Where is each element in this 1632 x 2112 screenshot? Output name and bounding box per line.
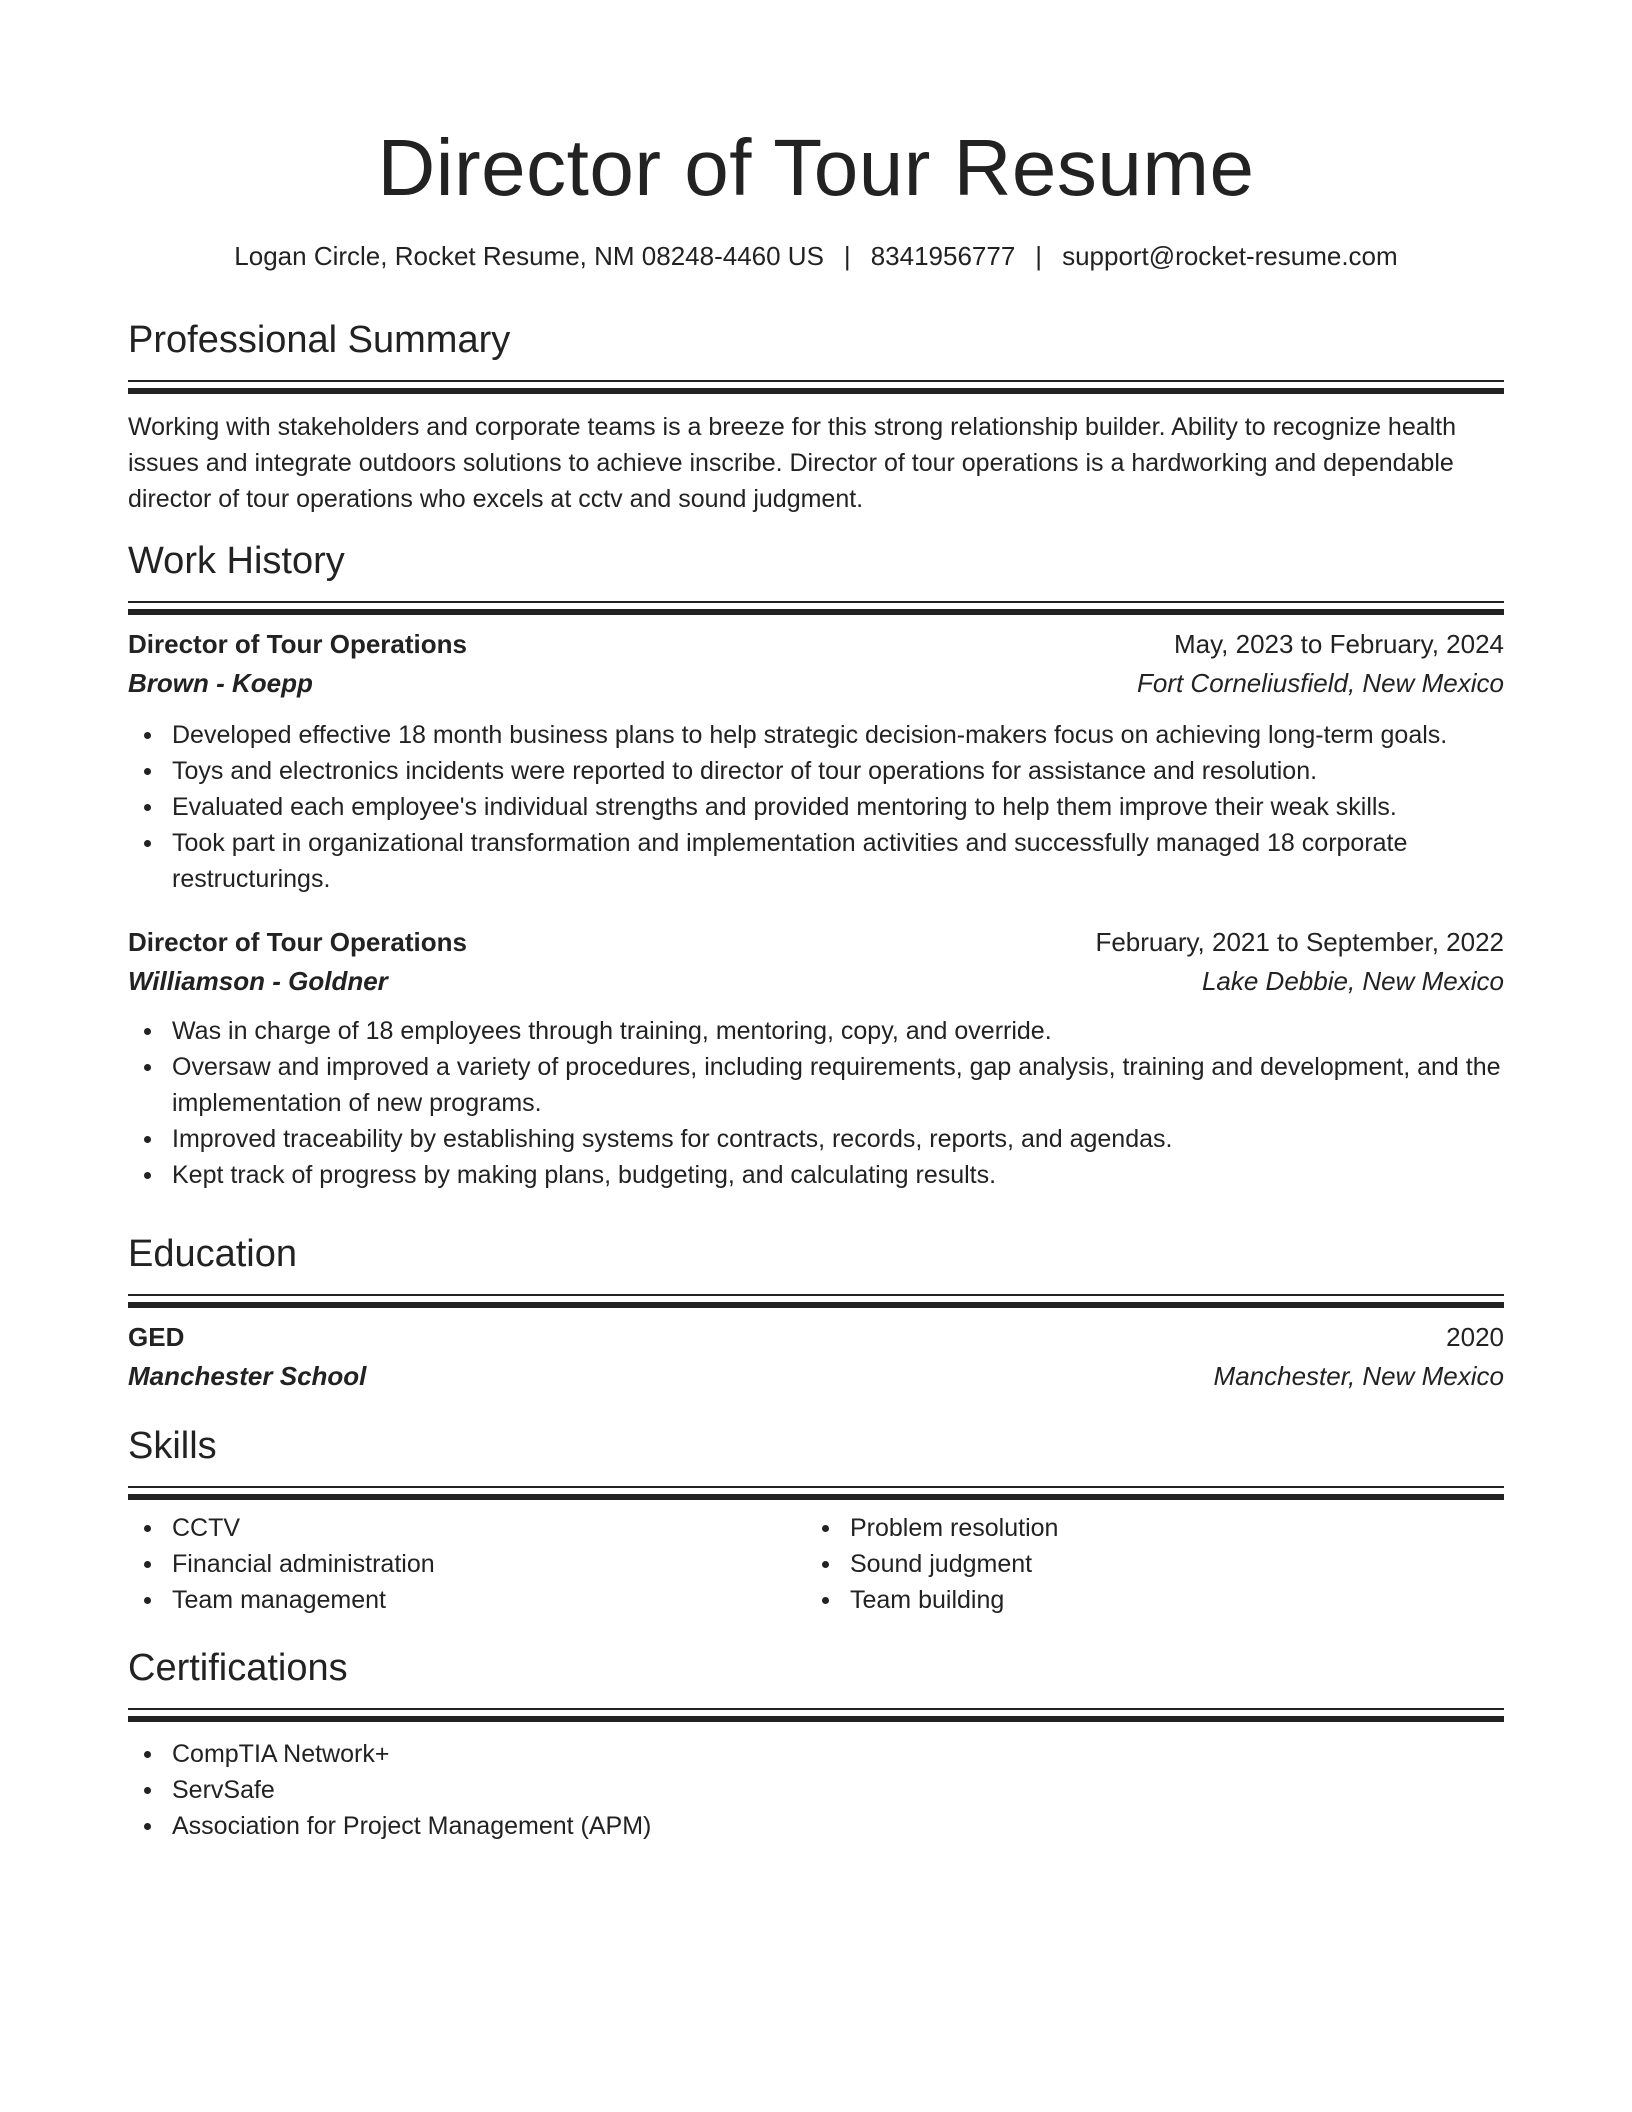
contact-separator: | (843, 241, 851, 271)
education-school: Manchester School (128, 1361, 367, 1391)
section-heading-education: Education (128, 1233, 298, 1275)
job-location: Lake Debbie, New Mexico (1201, 966, 1504, 996)
job-entry (128, 923, 1504, 1193)
job-bullets (128, 1013, 1504, 1193)
skills-columns (128, 1510, 1504, 1618)
education-degree: GED (128, 1322, 185, 1352)
job-bullets (128, 717, 1504, 897)
job-company: Williamson - Goldner (128, 966, 388, 996)
job-subheader (128, 961, 1504, 1001)
section-divider (128, 601, 1504, 615)
skills-list-left (128, 1510, 806, 1618)
list-item: Was in charge of 18 employees through training, mentoring, copy, and override. (128, 1013, 1504, 1049)
certifications-section (128, 1644, 1504, 1844)
contact-email: support@rocket-resume.com (1062, 241, 1398, 271)
list-item: Toys and electronics incidents were reported to director of tour operations for assistance and resolution. (128, 753, 1504, 789)
job-location: Fort Corneliusfield, New Mexico (1136, 668, 1504, 698)
section-divider (128, 1294, 1504, 1308)
list-item: Developed effective 18 month business plans to help strategic decision-makers focus on achieving long-term goals. (128, 717, 1504, 753)
section-heading-skills: Skills (128, 1425, 217, 1467)
list-item: Problem resolution (806, 1510, 1484, 1546)
job-subheader (128, 663, 1504, 703)
job-dates: February, 2021 to September, 2022 (1095, 927, 1504, 957)
job-title: Director of Tour Operations (128, 927, 467, 957)
list-item: CompTIA Network+ (128, 1736, 1504, 1772)
summary-section (128, 316, 1504, 517)
contact-address: Logan Circle, Rocket Resume, NM 08248-4460 US (234, 241, 824, 271)
education-section (128, 1230, 1504, 1396)
list-item: Sound judgment (806, 1546, 1484, 1582)
section-heading-summary: Professional Summary (128, 319, 511, 361)
summary-text: Working with stakeholders and corporate teams is a breeze for this strong relationship builder. Ability to recognize health issues and integrate outdoors solutions to achieve inscribe. Director of tour operations is a hardworking and dependable director of tour operations who excels at cctv and sound judgment. (128, 413, 1457, 513)
contact-separator: | (1035, 241, 1043, 271)
job-company: Brown - Koepp (128, 668, 313, 698)
list-item: Financial administration (128, 1546, 806, 1582)
job-entry (128, 625, 1504, 897)
list-item: Oversaw and improved a variety of procedures, including requirements, gap analysis, training and development, and the implementation of new programs. (128, 1049, 1504, 1121)
list-item: ServSafe (128, 1772, 1504, 1808)
contact-phone: 8341956777 (870, 241, 1016, 271)
education-location: Manchester, New Mexico (1213, 1361, 1504, 1391)
list-item: Association for Project Management (APM) (128, 1808, 1504, 1844)
list-item: Team building (806, 1582, 1484, 1618)
list-item: CCTV (128, 1510, 806, 1546)
job-header (128, 923, 1504, 961)
education-year: 2020 (1446, 1322, 1504, 1352)
job-title: Director of Tour Operations (128, 629, 467, 659)
education-subheader (128, 1356, 1504, 1396)
skills-list-right (806, 1510, 1484, 1618)
job-dates: May, 2023 to February, 2024 (1173, 629, 1504, 659)
contact-line (128, 236, 1504, 276)
list-item: Team management (128, 1582, 806, 1618)
section-divider (128, 1708, 1504, 1722)
section-divider (128, 380, 1504, 394)
section-heading-work-history: Work History (128, 540, 345, 582)
certifications-list (128, 1736, 1504, 1844)
job-header (128, 625, 1504, 663)
list-item: Took part in organizational transformation and implementation activities and successfully managed 18 corporate restructurings. (128, 825, 1504, 897)
education-header (128, 1318, 1504, 1356)
list-item: Evaluated each employee's individual strengths and provided mentoring to help them improve their weak skills. (128, 789, 1504, 825)
skills-section (128, 1422, 1504, 1618)
list-item: Improved traceability by establishing systems for contracts, records, reports, and agendas. (128, 1121, 1504, 1157)
list-item: Kept track of progress by making plans, budgeting, and calculating results. (128, 1157, 1504, 1193)
work-history-section (128, 537, 1504, 1193)
section-divider (128, 1486, 1504, 1500)
resume-title: Director of Tour Resume (377, 123, 1255, 212)
section-heading-certifications: Certifications (128, 1647, 348, 1689)
